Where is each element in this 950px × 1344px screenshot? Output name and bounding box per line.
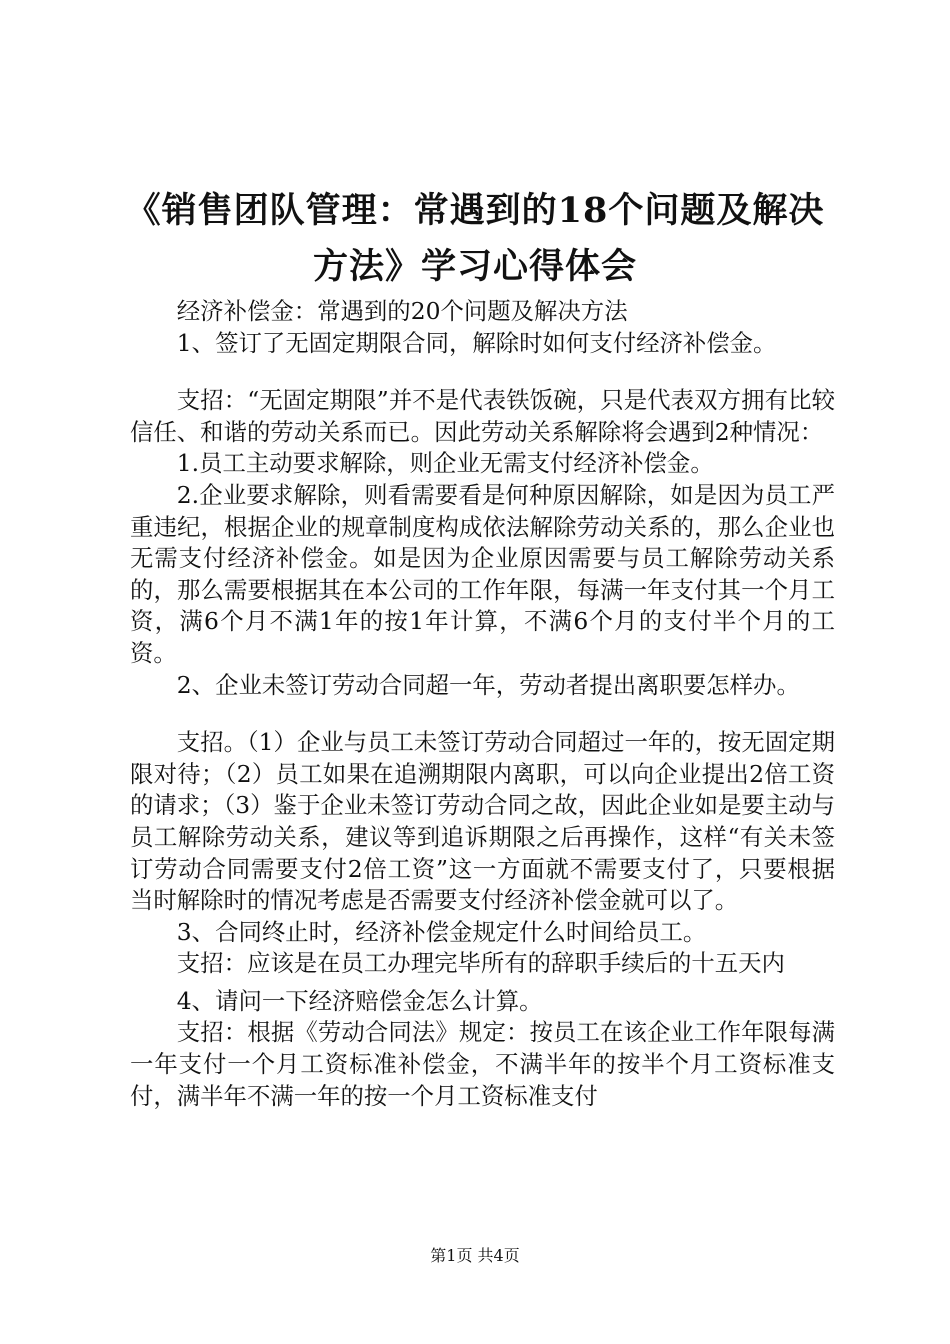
paragraph: 1、签订了无固定期限合同，解除时如何支付经济补偿金。 [176, 328, 777, 357]
document-title-line-1: 《销售团队管理：常遇到的18个问题及解决 [125, 190, 825, 231]
paragraph: 经济补偿金：常遇到的20个问题及解决方法 [176, 297, 628, 325]
paragraph: 支招：应该是在员工办理完毕所有的辞职手续后的十五天内 [176, 949, 785, 978]
document-body [130, 296, 835, 1112]
paragraph: 1.员工主动要求解除，则企业无需支付经济补偿金。 [176, 449, 714, 478]
paragraph: 4、请问一下经济赔偿金怎么计算。 [176, 986, 543, 1015]
paragraph: 2.企业要求解除，则看需要看是何种原因解除，如是因为员工严重违纪，根据企业的规章制度构成依法解除劳动关系的，那么企业也无需支付经济补偿金。如是因为企业原因需要与员工解除劳动关系的，那么需要根据其在本公司的工作年限，每满一年支付其一个月工资，满6个月不满1年的按1年计算，不满6个月的支付半个月的工资。 [130, 480, 835, 667]
document-title-line-2: 方法》学习心得体会 [312, 246, 637, 287]
paragraph: 3、合同终止时，经济补偿金规定什么时间给员工。 [176, 917, 707, 946]
page-number-footer: 第1页 共4页 [430, 1246, 520, 1265]
paragraph: 支招。（1）企业与员工未签订劳动合同超过一年的，按无固定期限对待；（2）员工如果在追溯期限内离职，可以向企业提出2倍工资的请求；（3）鉴于企业未签订劳动合同之故，因此企业如是要主动与员工解除劳动关系，建议等到追诉期限之后再操作，这样“有关未签订劳动合同需要支付2倍工资”这一方面就不需要支付了，只要根据当时解除时的情况考虑是否需要支付经济补偿金就可以了。 [130, 728, 835, 915]
paragraph: 2、企业未签订劳动合同超一年，劳动者提出离职要怎样办。 [176, 670, 800, 699]
paragraph: 支招：根据《劳动合同法》规定：按员工在该企业工作年限每满一年支付一个月工资标准补偿金，不满半年的按半个月工资标准支付，满半年不满一年的按一个月工资标准支付 [130, 1018, 835, 1110]
paragraph: 支招：“无固定期限”并不是代表铁饭碗，只是代表双方拥有比较信任、和谐的劳动关系而已。因此劳动关系解除将会遇到2种情况： [130, 386, 835, 446]
